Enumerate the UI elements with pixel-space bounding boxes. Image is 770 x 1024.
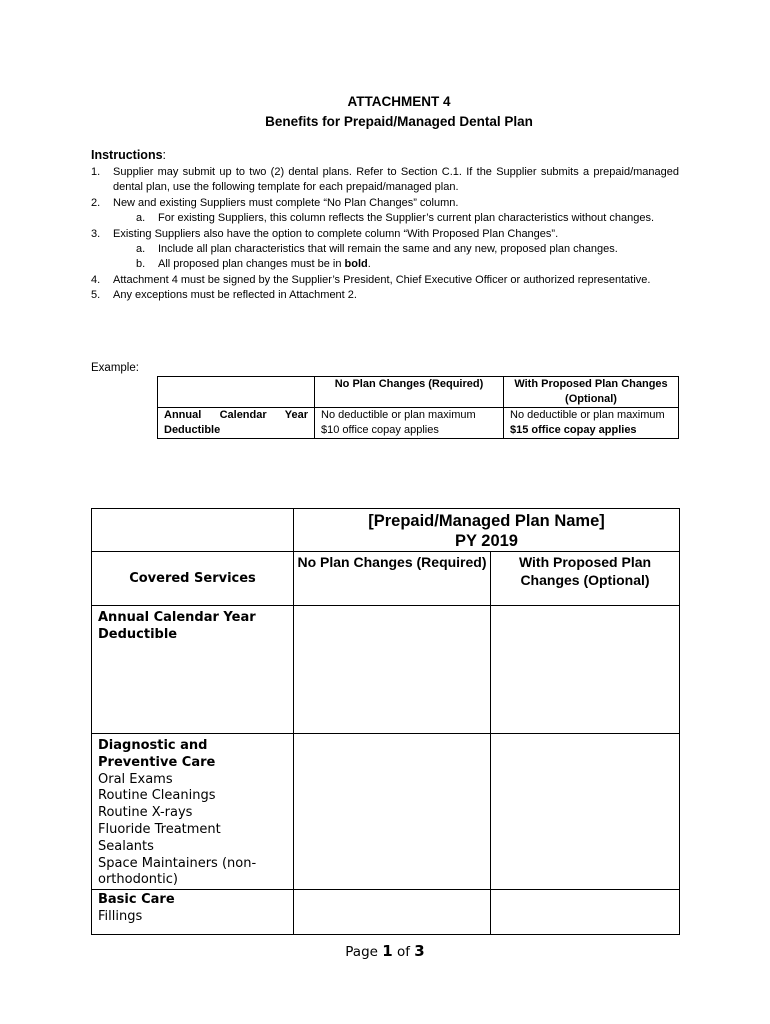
- bold-word: bold: [344, 258, 368, 271]
- header-empty-cell: [92, 509, 294, 552]
- list-subitem: a. Include all plan characteristics that will remain the same and any new, proposed plan changes.: [136, 243, 618, 256]
- page-number-footer: Page 1 of 3: [345, 942, 425, 960]
- example-cell-no-changes: No deductible or plan maximum $10 office copay applies: [315, 408, 504, 439]
- service-item: Space Maintainers (non-orthodontic): [98, 855, 257, 888]
- service-item: Routine X-rays: [98, 805, 193, 821]
- document-subtitle: Benefits for Prepaid/Managed Dental Plan: [265, 114, 533, 129]
- cell-basic-proposed[interactable]: [491, 890, 680, 935]
- service-item: Sealants: [98, 838, 154, 854]
- instructions-list: [91, 165, 679, 304]
- example-col-no-changes: No Plan Changes (Required): [315, 377, 504, 408]
- list-item: 3. Existing Suppliers also have the option to complete column “With Proposed Plan Changes”.: [91, 227, 559, 240]
- cell-basic-no-changes[interactable]: [294, 890, 491, 935]
- cell-deductible-proposed[interactable]: [491, 606, 680, 734]
- cell-diagnostic-proposed[interactable]: [491, 734, 680, 890]
- list-subitem: a. For existing Suppliers, this column reflects the Supplier’s current plan characteristics without changes.: [136, 212, 655, 225]
- row-diagnostic-preventive: Diagnostic and Preventive Care Oral Exams Routine Cleanings Routine X-rays Fluoride Treatment Sealants Space Maintainers (non-orthodontic): [92, 734, 294, 890]
- service-item: Routine Cleanings: [98, 788, 216, 804]
- example-label: Example:: [91, 362, 139, 374]
- list-item: 5. Any exceptions must be reflected in Attachment 2.: [91, 289, 357, 302]
- cell-deductible-no-changes[interactable]: [294, 606, 491, 734]
- list-subitem: b. All proposed plan changes must be in bold.: [136, 258, 371, 271]
- example-row-label: Annual Calendar Year Deductible: [158, 408, 315, 439]
- service-item: Oral Exams: [98, 771, 173, 787]
- plan-name-header: [Prepaid/Managed Plan Name] PY 2019: [294, 509, 680, 552]
- covered-services-header: Covered Services: [92, 552, 294, 606]
- service-item: Fluoride Treatment: [98, 821, 221, 837]
- service-item: Fillings: [98, 908, 143, 924]
- row-deductible: Annual Calendar Year Deductible: [92, 606, 294, 734]
- benefits-table: [91, 508, 680, 935]
- cell-diagnostic-no-changes[interactable]: [294, 734, 491, 890]
- attachment-title: ATTACHMENT 4: [347, 94, 451, 109]
- list-item: 1. Supplier may submit up to two (2) dental plans. Refer to Section C.1. If the Supplier submits a prepaid/managed dental plan, use the following template for each prepaid/managed plan.: [91, 166, 679, 194]
- example-col-proposed: With Proposed Plan Changes (Optional): [504, 377, 679, 408]
- instructions-heading: Instructions:: [91, 148, 167, 162]
- example-table: [157, 376, 679, 439]
- col-no-plan-changes: No Plan Changes (Required): [294, 552, 491, 606]
- list-item: 4. Attachment 4 must be signed by the Supplier’s President, Chief Executive Officer or authorized representative.: [91, 273, 651, 286]
- col-proposed-changes: With Proposed Plan Changes (Optional): [491, 552, 680, 606]
- list-item: 2. New and existing Suppliers must complete “No Plan Changes” column.: [91, 196, 459, 209]
- example-empty-cell: [158, 377, 315, 408]
- example-cell-proposed: No deductible or plan maximum $15 office copay applies: [504, 408, 679, 439]
- row-basic-care: Basic Care Fillings: [92, 890, 294, 935]
